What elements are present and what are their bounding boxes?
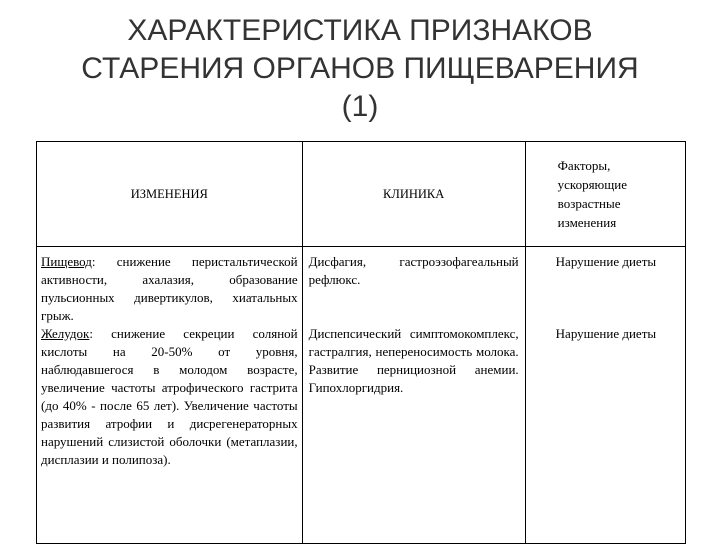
title-line-3: (1) [341, 90, 379, 123]
aging-digestive-table [36, 141, 686, 544]
esophagus-factors: Нарушение диеты [555, 254, 657, 269]
factors-cell [525, 247, 685, 544]
table-row [37, 247, 686, 544]
header-clinic: КЛИНИКА [302, 142, 525, 247]
stomach-changes-text: : снижение секреции соляной кислоты на 20-50% от уровня, наблюдавшегося в молодом возрасте, увеличение частоты атрофического гастрита (до 40% - после 65 лет). Увеличение частоты развития атрофии и дисрегенераторных нарушений слизистой оболочки (метаплазии, дисплазии и полипоза). [41, 326, 298, 467]
stomach-label: Желудок [41, 326, 90, 341]
stomach-factors: Нарушение диеты [555, 326, 657, 341]
esophagus-label: Пищевод [41, 254, 92, 269]
esophagus-clinic: Дисфагия, гастроэзофагеальный рефлюкс. [308, 254, 519, 287]
title-line-1: ХАРАКТЕРИСТИКА ПРИЗНАКОВ [127, 14, 593, 47]
table-header-row [37, 142, 686, 247]
stomach-clinic: Диспепсический симптомокомплекс, гастралгия, непереносимость молока. Развитие пернициозной анемии. Гипохлоргидрия. [308, 326, 519, 395]
title-line-2: СТАРЕНИЯ ОРГАНОВ ПИЩЕВАРЕНИЯ [81, 52, 639, 85]
changes-cell [37, 247, 303, 544]
stomach-changes [41, 325, 298, 469]
header-factors: Факторы, ускоряющие возрастные изменения [525, 142, 685, 247]
esophagus-changes [41, 253, 298, 325]
header-changes: ИЗМЕНЕНИЯ [37, 142, 303, 247]
slide-title [0, 12, 720, 126]
esophagus-changes-text: : снижение перистальтической активности, ахалазия, образование пульсионных дивертикулов, хиатальных грыж. [41, 254, 298, 323]
clinic-cell [302, 247, 525, 544]
